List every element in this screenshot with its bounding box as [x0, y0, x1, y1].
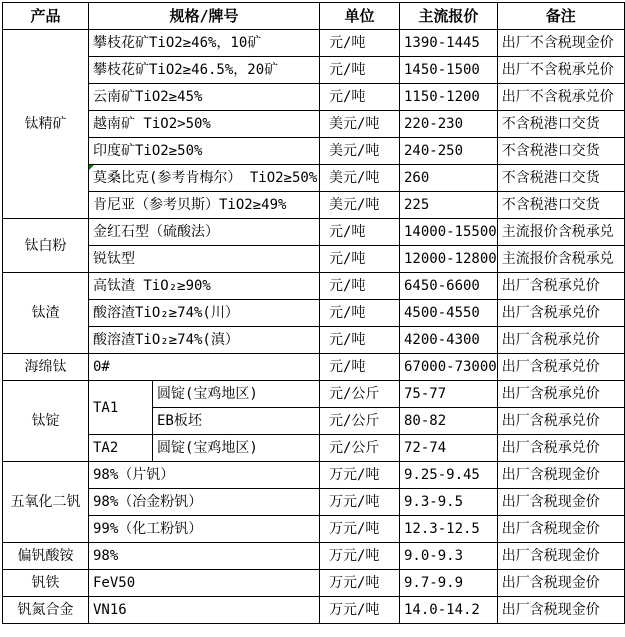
- product-cell: 钛精矿: [3, 30, 89, 219]
- note-cell: 出厂含税现金价: [497, 543, 624, 570]
- note-cell: 出厂含税承兑价: [497, 408, 624, 435]
- unit-cell: 元/吨: [320, 246, 400, 273]
- unit-cell: 万元/吨: [320, 516, 400, 543]
- price-cell: 9.25-9.45: [400, 462, 498, 489]
- spec-cell: 圆锭(宝鸡地区): [153, 435, 320, 462]
- unit-cell: 元/吨: [320, 327, 400, 354]
- note-cell: 出厂含税承兑价: [497, 273, 624, 300]
- note-cell: 不含税港口交货: [497, 138, 624, 165]
- unit-cell: 美元/吨: [320, 165, 400, 192]
- note-cell: 出厂不含税现金价: [497, 30, 624, 57]
- price-cell: 67000-73000: [400, 354, 498, 381]
- table-row: [3, 462, 625, 489]
- table-row: [3, 543, 625, 570]
- table-row: [3, 219, 625, 246]
- header-note: 备注: [497, 3, 624, 30]
- note-cell: 出厂不含税承兑价: [497, 84, 624, 111]
- unit-cell: 元/吨: [320, 30, 400, 57]
- spec-cell: 酸溶渣TiO₂≥74%(滇）: [89, 327, 320, 354]
- spec-cell: 圆锭(宝鸡地区): [153, 381, 320, 408]
- unit-cell: 美元/吨: [320, 192, 400, 219]
- price-cell: 12000-12800: [400, 246, 498, 273]
- table-row: [3, 489, 625, 516]
- spec-cell: 越南矿 TiO2>50%: [89, 111, 320, 138]
- spec-cell: 高钛渣 TiO₂≥90%: [89, 273, 320, 300]
- note-cell: 出厂含税承兑价: [497, 300, 624, 327]
- header-price: 主流报价: [400, 3, 498, 30]
- price-cell: 1390-1445: [400, 30, 498, 57]
- note-cell: 主流报价含税承兑: [497, 219, 624, 246]
- spec-cell: FeV50: [89, 570, 320, 597]
- price-cell: 72-74: [400, 435, 498, 462]
- product-cell: 五氧化二钒: [3, 462, 89, 543]
- price-cell: 6450-6600: [400, 273, 498, 300]
- table-row: [3, 84, 625, 111]
- spec-cell: 攀枝花矿TiO2≥46%，10矿: [89, 30, 320, 57]
- price-cell: 4200-4300: [400, 327, 498, 354]
- table-row: [3, 300, 625, 327]
- note-cell: 不含税港口交货: [497, 192, 624, 219]
- spec-cell: 99%（化工粉钒）: [89, 516, 320, 543]
- table-row: [3, 381, 625, 408]
- product-cell: 钒铁: [3, 570, 89, 597]
- spec-cell: 0#: [89, 354, 320, 381]
- unit-cell: 万元/吨: [320, 462, 400, 489]
- table-row: [3, 327, 625, 354]
- unit-cell: 元/吨: [320, 300, 400, 327]
- unit-cell: 元/吨: [320, 354, 400, 381]
- note-cell: 出厂含税现金价: [497, 516, 624, 543]
- price-cell: 14000-15500: [400, 219, 498, 246]
- spec-cell: 98%（片钒）: [89, 462, 320, 489]
- spec-cell: 酸溶渣TiO₂≥74%(川）: [89, 300, 320, 327]
- spec-cell: 98%: [89, 543, 320, 570]
- note-cell: 不含税港口交货: [497, 111, 624, 138]
- price-cell: 1450-1500: [400, 57, 498, 84]
- unit-cell: 美元/吨: [320, 111, 400, 138]
- price-cell: 12.3-12.5: [400, 516, 498, 543]
- price-table-body: [3, 30, 625, 624]
- product-cell: 钒氮合金: [3, 597, 89, 624]
- metal-price-table: [2, 2, 625, 624]
- table-row: [3, 165, 625, 192]
- price-cell: 220-230: [400, 111, 498, 138]
- product-cell: 钛锭: [3, 381, 89, 462]
- unit-cell: 元/公斤: [320, 408, 400, 435]
- table-row: [3, 570, 625, 597]
- price-cell: 4500-4550: [400, 300, 498, 327]
- table-row: [3, 111, 625, 138]
- product-cell: 钛渣: [3, 273, 89, 354]
- price-cell: 14.0-14.2: [400, 597, 498, 624]
- unit-cell: 万元/吨: [320, 543, 400, 570]
- spec-cell: 印度矿TiO2≥50%: [89, 138, 320, 165]
- header-row: [3, 3, 625, 30]
- table-row: [3, 192, 625, 219]
- spec-cell: 莫桑比克(参考肯梅尔） TiO2≥50%: [89, 165, 320, 192]
- spec-cell: VN16: [89, 597, 320, 624]
- note-cell: 出厂含税现金价: [497, 570, 624, 597]
- price-cell: 9.7-9.9: [400, 570, 498, 597]
- note-cell: 出厂含税现金价: [497, 462, 624, 489]
- unit-cell: 万元/吨: [320, 489, 400, 516]
- comment-marker-icon: [89, 165, 94, 170]
- grade-cell: TA1: [89, 381, 153, 435]
- header-spec: 规格/牌号: [89, 3, 320, 30]
- table-row: [3, 435, 625, 462]
- note-cell: 出厂含税承兑价: [497, 327, 624, 354]
- unit-cell: 元/吨: [320, 273, 400, 300]
- note-cell: 出厂含税现金价: [497, 597, 624, 624]
- unit-cell: 元/公斤: [320, 435, 400, 462]
- unit-cell: 元/公斤: [320, 381, 400, 408]
- note-cell: 主流报价含税承兑: [497, 246, 624, 273]
- note-cell: 出厂含税承兑价: [497, 354, 624, 381]
- note-cell: 出厂不含税承兑价: [497, 57, 624, 84]
- spec-cell: 金红石型（硫酸法）: [89, 219, 320, 246]
- price-cell: 1150-1200: [400, 84, 498, 111]
- unit-cell: 万元/吨: [320, 597, 400, 624]
- spec-cell: 98%（冶金粉钒）: [89, 489, 320, 516]
- table-row: [3, 57, 625, 84]
- unit-cell: 元/吨: [320, 57, 400, 84]
- unit-cell: 美元/吨: [320, 138, 400, 165]
- unit-cell: 元/吨: [320, 219, 400, 246]
- product-cell: 钛白粉: [3, 219, 89, 273]
- table-row: [3, 246, 625, 273]
- price-cell: 9.0-9.3: [400, 543, 498, 570]
- unit-cell: 元/吨: [320, 84, 400, 111]
- header-unit: 单位: [320, 3, 400, 30]
- price-cell: 9.3-9.5: [400, 489, 498, 516]
- table-row: [3, 354, 625, 381]
- table-row: [3, 273, 625, 300]
- note-cell: 不含税港口交货: [497, 165, 624, 192]
- product-cell: 偏钒酸铵: [3, 543, 89, 570]
- price-cell: 80-82: [400, 408, 498, 435]
- table-row: [3, 516, 625, 543]
- table-row: [3, 597, 625, 624]
- header-product: 产品: [3, 3, 89, 30]
- spec-cell: EB板坯: [153, 408, 320, 435]
- price-cell: 260: [400, 165, 498, 192]
- grade-cell: TA2: [89, 435, 153, 462]
- spec-cell: 锐钛型: [89, 246, 320, 273]
- product-cell: 海绵钛: [3, 354, 89, 381]
- note-cell: 出厂含税承兑价: [497, 381, 624, 408]
- unit-cell: 万元/吨: [320, 570, 400, 597]
- price-cell: 225: [400, 192, 498, 219]
- table-row: [3, 30, 625, 57]
- table-row: [3, 138, 625, 165]
- note-cell: 出厂含税现金价: [497, 489, 624, 516]
- spec-cell: 攀枝花矿TiO2≥46.5%，20矿: [89, 57, 320, 84]
- price-cell: 75-77: [400, 381, 498, 408]
- spec-cell: 云南矿TiO2≥45%: [89, 84, 320, 111]
- spec-cell: 肯尼亚（参考贝斯）TiO2≥49%: [89, 192, 320, 219]
- note-cell: 出厂含税承兑价: [497, 435, 624, 462]
- price-cell: 240-250: [400, 138, 498, 165]
